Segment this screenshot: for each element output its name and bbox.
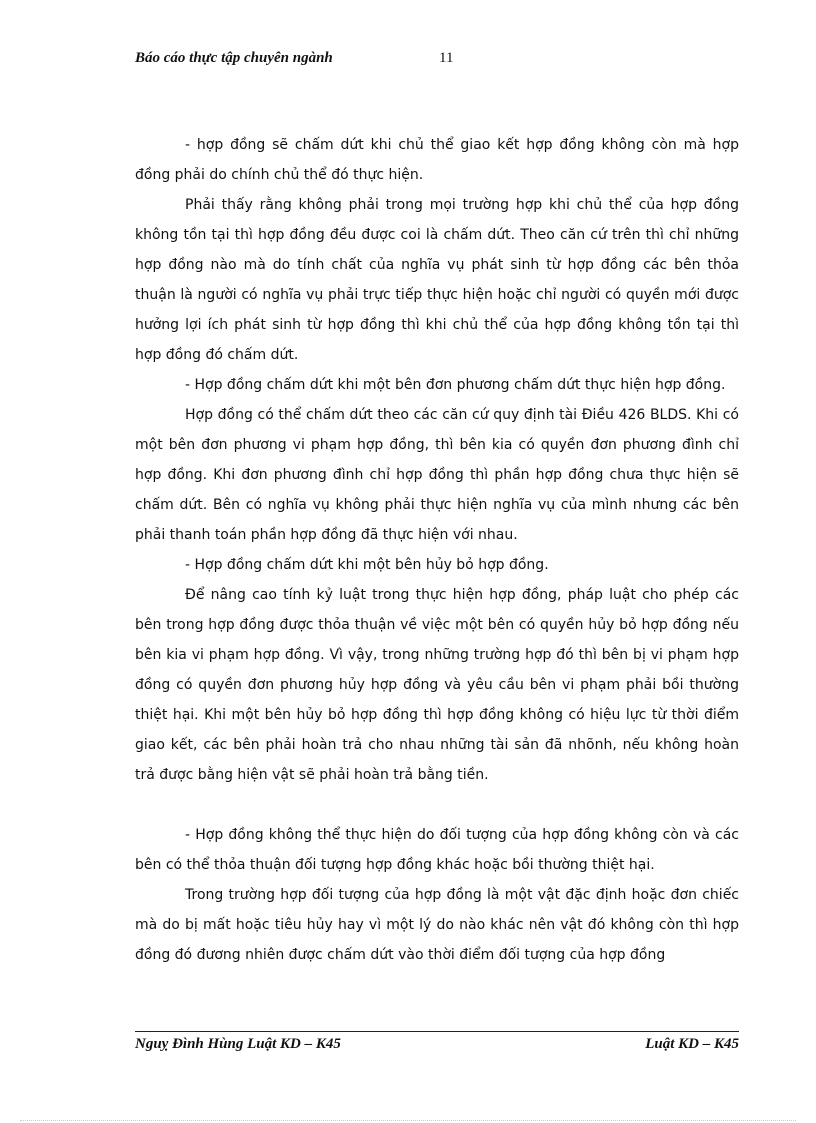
paragraph: - Hợp đồng chấm dứt khi một bên hủy bỏ hợp đồng.	[185, 557, 549, 573]
paragraph: - Hợp đồng không thể thực hiện do đối tượng của hợp đồng không còn và các bên có thể thỏa thuận đối tượng hợp đồng khác hoặc bồi thường thiệt hại.	[135, 827, 739, 873]
page-number: 11	[439, 50, 454, 66]
footer-course: Luật KD – K45	[645, 1036, 739, 1052]
paragraph: Để nâng cao tính kỷ luật trong thực hiện hợp đồng, pháp luật cho phép các bên trong hợp đồng được thỏa thuận về việc một bên có quyền hủy bỏ hợp đồng nếu bên kia vi phạm hợp đồng. Vì vậy, trong những trường hợp đó thì bên bị vi phạm hợp đồng có quyền đơn phương hủy hợp đồng và yêu cầu bên vi phạm phải bồi thường thiệt hại. Khi một bên hủy bỏ hợp đồng thì hợp đồng không có hiệu lực từ thời điểm giao kết, các bên phải hoàn trả cho nhau những tài sản đã nhõnh, nếu không hoàn trả được bằng hiện vật sẽ phải hoàn trả bằng tiền.	[135, 587, 739, 783]
page-edge-divider	[20, 1120, 796, 1121]
paragraph: Trong trường hợp đối tượng của hợp đồng là một vật đặc định hoặc đơn chiếc mà do bị mất hoặc tiêu hủy hay vì một lý do nào khác nên vật đó không còn thì hợp đồng đó đương nhiên được chấm dứt vào thời điểm đối tượng của hợp đồng	[135, 887, 739, 963]
paragraph: - hợp đồng sẽ chấm dứt khi chủ thể giao kết hợp đồng không còn mà hợp đồng phải do chính chủ thể đó thực hiện.	[135, 137, 739, 183]
paragraph: Hợp đồng có thể chấm dứt theo các căn cứ quy định tài Điều 426 BLDS. Khi có một bên đơn phương vi phạm hợp đồng, thì bên kia có quyền đơn phương đình chỉ hợp đồng. Khi đơn phương đình chỉ hợp đồng thì phần hợp đồng chưa thực hiện sẽ chấm dứt. Bên có nghĩa vụ không phải thực hiện nghĩa vụ của mình nhưng các bên phải thanh toán phần hợp đồng đã thực hiện với nhau.	[135, 407, 739, 543]
footer-divider	[135, 1031, 739, 1032]
paragraph: - Hợp đồng chấm dứt khi một bên đơn phương chấm dứt thực hiện hợp đồng.	[185, 377, 726, 393]
running-header-title: Báo cáo thực tập chuyên ngành	[135, 50, 333, 66]
paragraph: Phải thấy rằng không phải trong mọi trường hợp khi chủ thể của hợp đồng không tồn tại thì hợp đồng đều được coi là chấm dứt. Theo căn cứ trên thì chỉ những hợp đồng nào mà do tính chất của nghĩa vụ phát sinh từ hợp đồng các bên thỏa thuận là người có nghĩa vụ phải trực tiếp thực hiện hoặc chỉ người có quyền mới được hưởng lợi ích phát sinh từ hợp đồng thì khi chủ thể của hợp đồng không tồn tại thì hợp đồng đó chấm dứt.	[135, 197, 739, 363]
footer-author: Nguỵ Đình Hùng Luật KD – K45	[135, 1036, 341, 1052]
document-body	[135, 130, 739, 970]
